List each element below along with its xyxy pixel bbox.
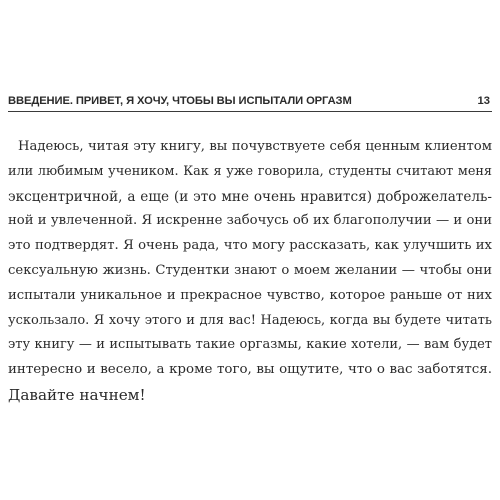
paragraph-line: интересно и весело, а кроме того, вы ощутите, что о вас заботятся.: [8, 362, 492, 378]
page-number: 13: [477, 95, 490, 107]
paragraph-line: Давайте начнем!: [8, 385, 146, 404]
paragraph-line: эту книгу — и испытывать такие оргазмы, какие хотели, — вам будет: [8, 337, 492, 353]
paragraph-line: эксцентричной, а еще (и это мне очень нравится) доброжелатель-: [8, 188, 492, 205]
paragraph-line: ной и увлеченной. Я искренне забочусь об их благополучии — и они: [8, 213, 492, 229]
paragraph-line: испытали уникальное и прекрасное чувство, которое раньше от них: [8, 287, 492, 303]
running-title: ВВЕДЕНИЕ. ПРИВЕТ, Я ХОЧУ, ЧТОБЫ ВЫ ИСПЫТАЛИ ОРГАЗМ: [8, 95, 352, 107]
paragraph-line: сексуальную жизнь. Студентки знают о моем желании — чтобы они: [8, 262, 492, 278]
paragraph-line: или любимым учеником. Как я уже говорила, студенты считают меня: [8, 163, 492, 179]
paragraph-line: ускользало. Я хочу этого и для вас! Надеюсь, когда вы будете читать: [8, 312, 492, 328]
paragraph-line: это подтвердят. Я очень рада, что могу рассказать, как улучшить их: [8, 238, 492, 254]
running-header: [8, 95, 492, 112]
paragraph-line: Надеюсь, читая эту книгу, вы почувствуете себя ценным клиентом: [18, 139, 492, 154]
body-paragraph: [8, 135, 492, 408]
